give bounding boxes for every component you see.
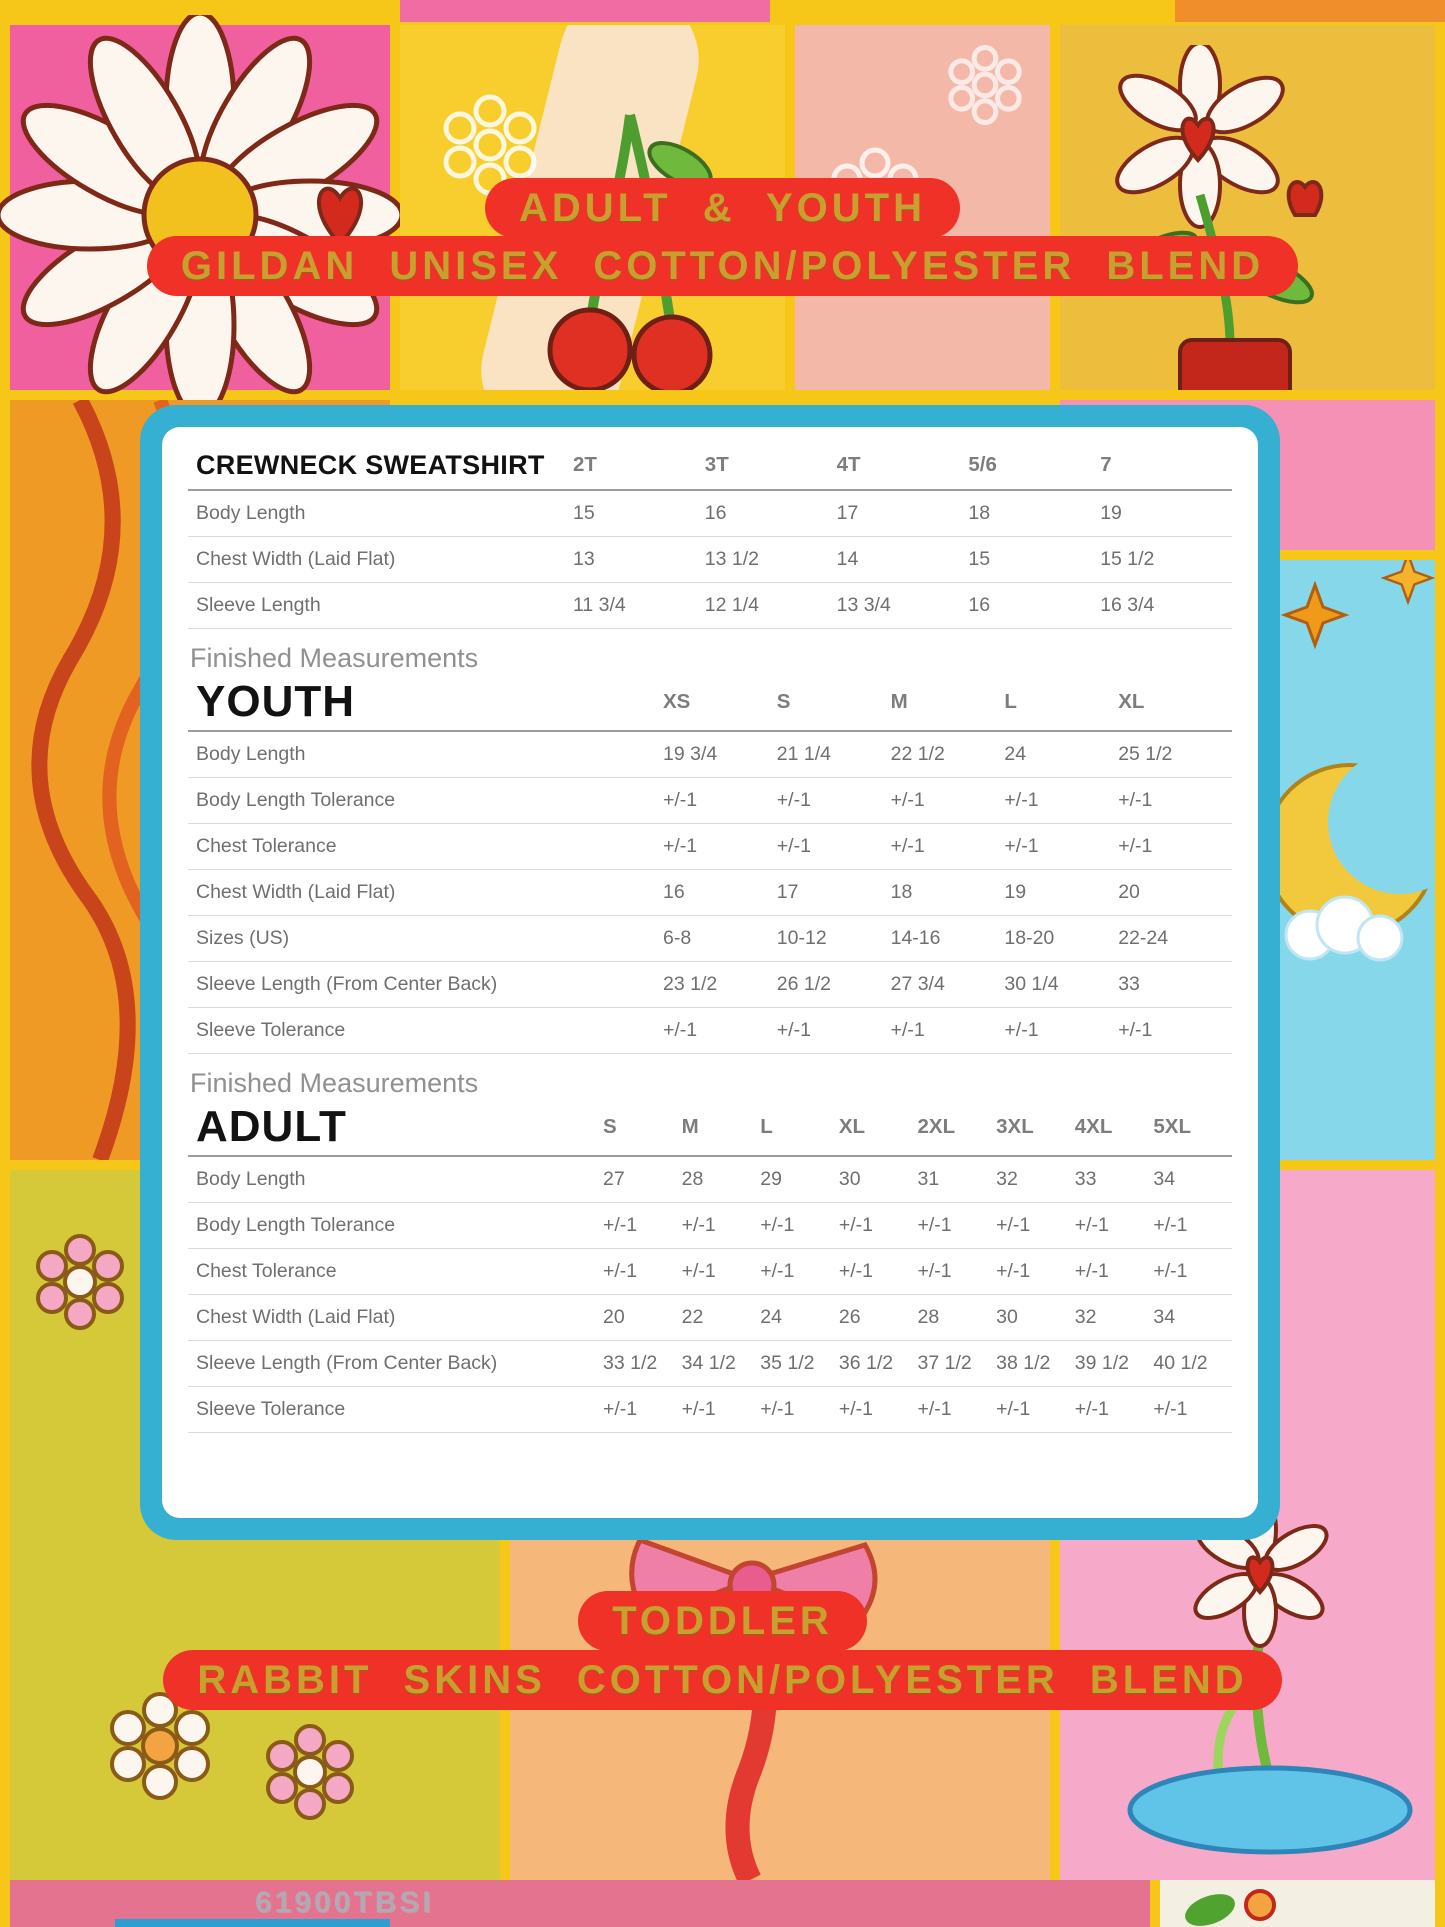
crewneck-size-table	[188, 441, 1232, 629]
table-row	[188, 824, 1232, 870]
cell-value: 30	[838, 1168, 861, 1191]
cell-value: 15	[573, 502, 595, 524]
bg-strip-bottom-right	[1160, 1880, 1435, 1927]
cell-value: 15 1/2	[1100, 548, 1155, 570]
column-header: XL	[838, 1115, 866, 1139]
column-header: 4XL	[1074, 1115, 1113, 1139]
table-row	[188, 1341, 1232, 1387]
bottom-title-line2-wrap	[0, 1650, 1445, 1710]
cell-value: 33	[1118, 973, 1140, 996]
cell-value: 26 1/2	[776, 973, 832, 996]
cell-value: 16 3/4	[1100, 594, 1155, 616]
cell-value: 40 1/2	[1153, 1352, 1208, 1375]
cell-value: +/-1	[890, 835, 925, 858]
top-title-line2-wrap	[0, 236, 1445, 296]
cell-value: 17	[776, 881, 799, 904]
table-row	[188, 491, 1232, 537]
table-header-row	[188, 441, 1232, 491]
cell-value: +/-1	[917, 1214, 952, 1237]
cell-value: 27	[603, 1168, 625, 1191]
table-row	[188, 583, 1232, 629]
cell-value: +/-1	[838, 1398, 874, 1421]
cell-value: +/-1	[681, 1398, 716, 1421]
size-chart-card-inner	[162, 427, 1258, 1518]
cell-value: 30	[996, 1306, 1018, 1329]
column-header: L	[1004, 690, 1017, 714]
cell-value: +/-1	[996, 1398, 1031, 1421]
column-header: 2T	[573, 453, 597, 476]
column-header: 2XL	[917, 1115, 956, 1139]
cell-value: 26	[838, 1306, 861, 1329]
cell-value: 34	[1153, 1168, 1176, 1191]
cell-value: +/-1	[681, 1214, 716, 1237]
cell-value: 20	[1118, 881, 1140, 904]
column-header: 3XL	[996, 1115, 1034, 1139]
cell-value: 28	[917, 1306, 940, 1329]
row-label: Body Length Tolerance	[196, 1214, 396, 1237]
cell-value: 10-12	[776, 927, 827, 950]
bottom-title-line1-wrap	[0, 1591, 1445, 1651]
cell-value: 32	[996, 1168, 1018, 1191]
cell-value: +/-1	[838, 1214, 874, 1237]
column-header: M	[681, 1115, 699, 1139]
cell-value: +/-1	[1004, 789, 1039, 812]
column-header: 5XL	[1153, 1115, 1191, 1139]
cell-value: 22	[681, 1306, 704, 1329]
table-row	[188, 962, 1232, 1008]
table-row	[188, 537, 1232, 583]
cell-value: 28	[681, 1168, 704, 1191]
cell-value: 32	[1074, 1306, 1097, 1329]
row-label: Sleeve Length	[196, 594, 321, 616]
cell-value: +/-1	[603, 1398, 638, 1421]
cell-value: +/-1	[1074, 1214, 1109, 1237]
cell-value: 11 3/4	[573, 594, 626, 616]
bottom-title-line1: TODDLER	[578, 1591, 867, 1651]
cell-value: +/-1	[996, 1260, 1031, 1283]
row-label: Chest Width (Laid Flat)	[196, 548, 396, 570]
cell-value: +/-1	[890, 789, 925, 812]
row-label: Body Length Tolerance	[196, 789, 396, 812]
youth-section-label: Finished Measurements	[190, 643, 479, 673]
cell-value: +/-1	[663, 1019, 698, 1042]
cell-value: 27 3/4	[890, 973, 945, 996]
bottom-title-line2: RABBIT SKINS COTTON/POLYESTER BLEND	[163, 1650, 1281, 1710]
column-header: M	[890, 690, 908, 714]
cell-value: +/-1	[1074, 1398, 1109, 1421]
size-chart-card	[140, 405, 1280, 1540]
cell-value: +/-1	[1153, 1398, 1188, 1421]
row-label: Sleeve Length (From Center Back)	[196, 973, 498, 996]
star-icon	[1380, 560, 1435, 606]
cell-value: 30 1/4	[1004, 973, 1059, 996]
table-title: YOUTH	[196, 677, 355, 727]
table-row	[188, 1157, 1232, 1203]
cell-value: 39 1/2	[1074, 1352, 1129, 1375]
table-row	[188, 1203, 1232, 1249]
cell-value: +/-1	[681, 1260, 716, 1283]
product-code: 61900TBSI	[255, 1886, 434, 1919]
cell-value: 22-24	[1118, 927, 1169, 950]
leaf-art	[1180, 1880, 1300, 1927]
cell-value: 22 1/2	[890, 743, 945, 766]
top-title-line2: GILDAN UNISEX COTTON/POLYESTER BLEND	[147, 236, 1298, 296]
bg-strip-orange	[1175, 0, 1445, 22]
cell-value: +/-1	[760, 1398, 795, 1421]
bg-strip-pink	[400, 0, 770, 22]
table-row	[188, 732, 1232, 778]
cell-value: 6-8	[663, 927, 692, 950]
cell-value: +/-1	[1004, 835, 1039, 858]
column-header: S	[776, 690, 791, 714]
cell-value: 34	[1153, 1306, 1176, 1329]
cell-value: 14	[836, 548, 859, 570]
adult-size-table	[188, 1099, 1232, 1433]
cell-value: 18-20	[1004, 927, 1055, 950]
cell-value: +/-1	[760, 1260, 795, 1283]
column-header: 4T	[836, 453, 861, 476]
cell-value: 13 1/2	[704, 548, 760, 570]
cell-value: +/-1	[603, 1260, 638, 1283]
cell-value: 25 1/2	[1118, 743, 1173, 766]
cell-value: +/-1	[1118, 1019, 1153, 1042]
top-title-line1: ADULT & YOUTH	[485, 178, 960, 238]
cell-value: 17	[836, 502, 859, 524]
cell-value: +/-1	[917, 1398, 952, 1421]
row-label: Chest Width (Laid Flat)	[196, 881, 396, 904]
row-label: Sleeve Tolerance	[196, 1398, 346, 1421]
cell-value: 33 1/2	[603, 1352, 658, 1375]
cell-value: +/-1	[776, 789, 811, 812]
row-label: Sizes (US)	[196, 927, 290, 950]
cell-value: 21 1/4	[776, 743, 832, 766]
column-header: L	[760, 1115, 773, 1139]
row-label: Body Length	[196, 743, 306, 766]
cell-value: 15	[968, 548, 991, 570]
cell-value: +/-1	[1004, 1019, 1039, 1042]
table-row	[188, 1295, 1232, 1341]
cell-value: 33	[1074, 1168, 1097, 1191]
cell-value: +/-1	[776, 835, 811, 858]
cell-value: 18	[890, 881, 913, 904]
cell-value: +/-1	[663, 835, 698, 858]
table-row	[188, 1387, 1232, 1433]
top-title-line1-wrap	[0, 178, 1445, 238]
table-header-row	[188, 674, 1232, 732]
cell-value: +/-1	[760, 1214, 795, 1237]
cell-value: 12 1/4	[704, 594, 760, 616]
cell-value: 24	[1004, 743, 1027, 766]
column-header: XS	[663, 690, 691, 714]
cell-value: 16	[968, 594, 991, 616]
cell-value: +/-1	[1118, 835, 1153, 858]
cell-value: 18	[968, 502, 991, 524]
cell-value: 29	[760, 1168, 782, 1191]
cell-value: +/-1	[1153, 1214, 1188, 1237]
table-header-row	[188, 1099, 1232, 1157]
cell-value: 19	[1100, 502, 1122, 524]
adult-section-label: Finished Measurements	[190, 1068, 479, 1099]
row-label: Body Length	[196, 1168, 306, 1191]
cell-value: +/-1	[996, 1214, 1031, 1237]
table-row	[188, 1008, 1232, 1054]
row-label: Chest Tolerance	[196, 1260, 337, 1283]
column-header: S	[603, 1115, 617, 1139]
row-label: Sleeve Tolerance	[196, 1019, 346, 1042]
cell-value: 34 1/2	[681, 1352, 736, 1375]
column-header: 5/6	[968, 453, 997, 476]
star-icon	[1280, 580, 1350, 650]
cell-value: +/-1	[838, 1260, 874, 1283]
cell-value: 24	[760, 1306, 782, 1329]
cell-value: 20	[603, 1306, 625, 1329]
table-title: CREWNECK SWEATSHIRT	[196, 449, 545, 480]
cell-value: +/-1	[663, 789, 698, 812]
cell-value: 35 1/2	[760, 1352, 815, 1375]
cell-value: 14-16	[890, 927, 941, 950]
cell-value: 16	[663, 881, 685, 904]
row-label: Sleeve Length (From Center Back)	[196, 1352, 498, 1375]
row-label: Chest Width (Laid Flat)	[196, 1306, 396, 1329]
cell-value: 16	[704, 502, 727, 524]
table-row	[188, 916, 1232, 962]
cell-value: 19	[1004, 881, 1027, 904]
table-title: ADULT	[196, 1102, 347, 1152]
row-label: Chest Tolerance	[196, 835, 337, 858]
cell-value: +/-1	[917, 1260, 952, 1283]
table-row	[188, 1249, 1232, 1295]
cell-value: 36 1/2	[838, 1352, 894, 1375]
row-label: Body Length	[196, 502, 306, 524]
cell-value: +/-1	[1153, 1260, 1188, 1283]
cell-value: 38 1/2	[996, 1352, 1051, 1375]
table-row	[188, 870, 1232, 916]
cell-value: +/-1	[1074, 1260, 1109, 1283]
cell-value: +/-1	[890, 1019, 925, 1042]
youth-size-table	[188, 674, 1232, 1054]
cell-value: +/-1	[1118, 789, 1153, 812]
flower-outline-icon	[935, 35, 1035, 135]
cell-value: +/-1	[603, 1214, 638, 1237]
cell-value: 19 3/4	[663, 743, 718, 766]
cell-value: 31	[917, 1168, 940, 1191]
cell-value: 23 1/2	[663, 973, 718, 996]
column-header: 3T	[704, 453, 729, 476]
column-header: 7	[1100, 453, 1112, 476]
bg-bar-blue	[115, 1919, 390, 1927]
cell-value: 13	[573, 548, 595, 570]
column-header: XL	[1118, 690, 1145, 714]
cell-value: 37 1/2	[917, 1352, 972, 1375]
table-row	[188, 778, 1232, 824]
cell-value: +/-1	[776, 1019, 811, 1042]
cell-value: 13 3/4	[836, 594, 891, 616]
